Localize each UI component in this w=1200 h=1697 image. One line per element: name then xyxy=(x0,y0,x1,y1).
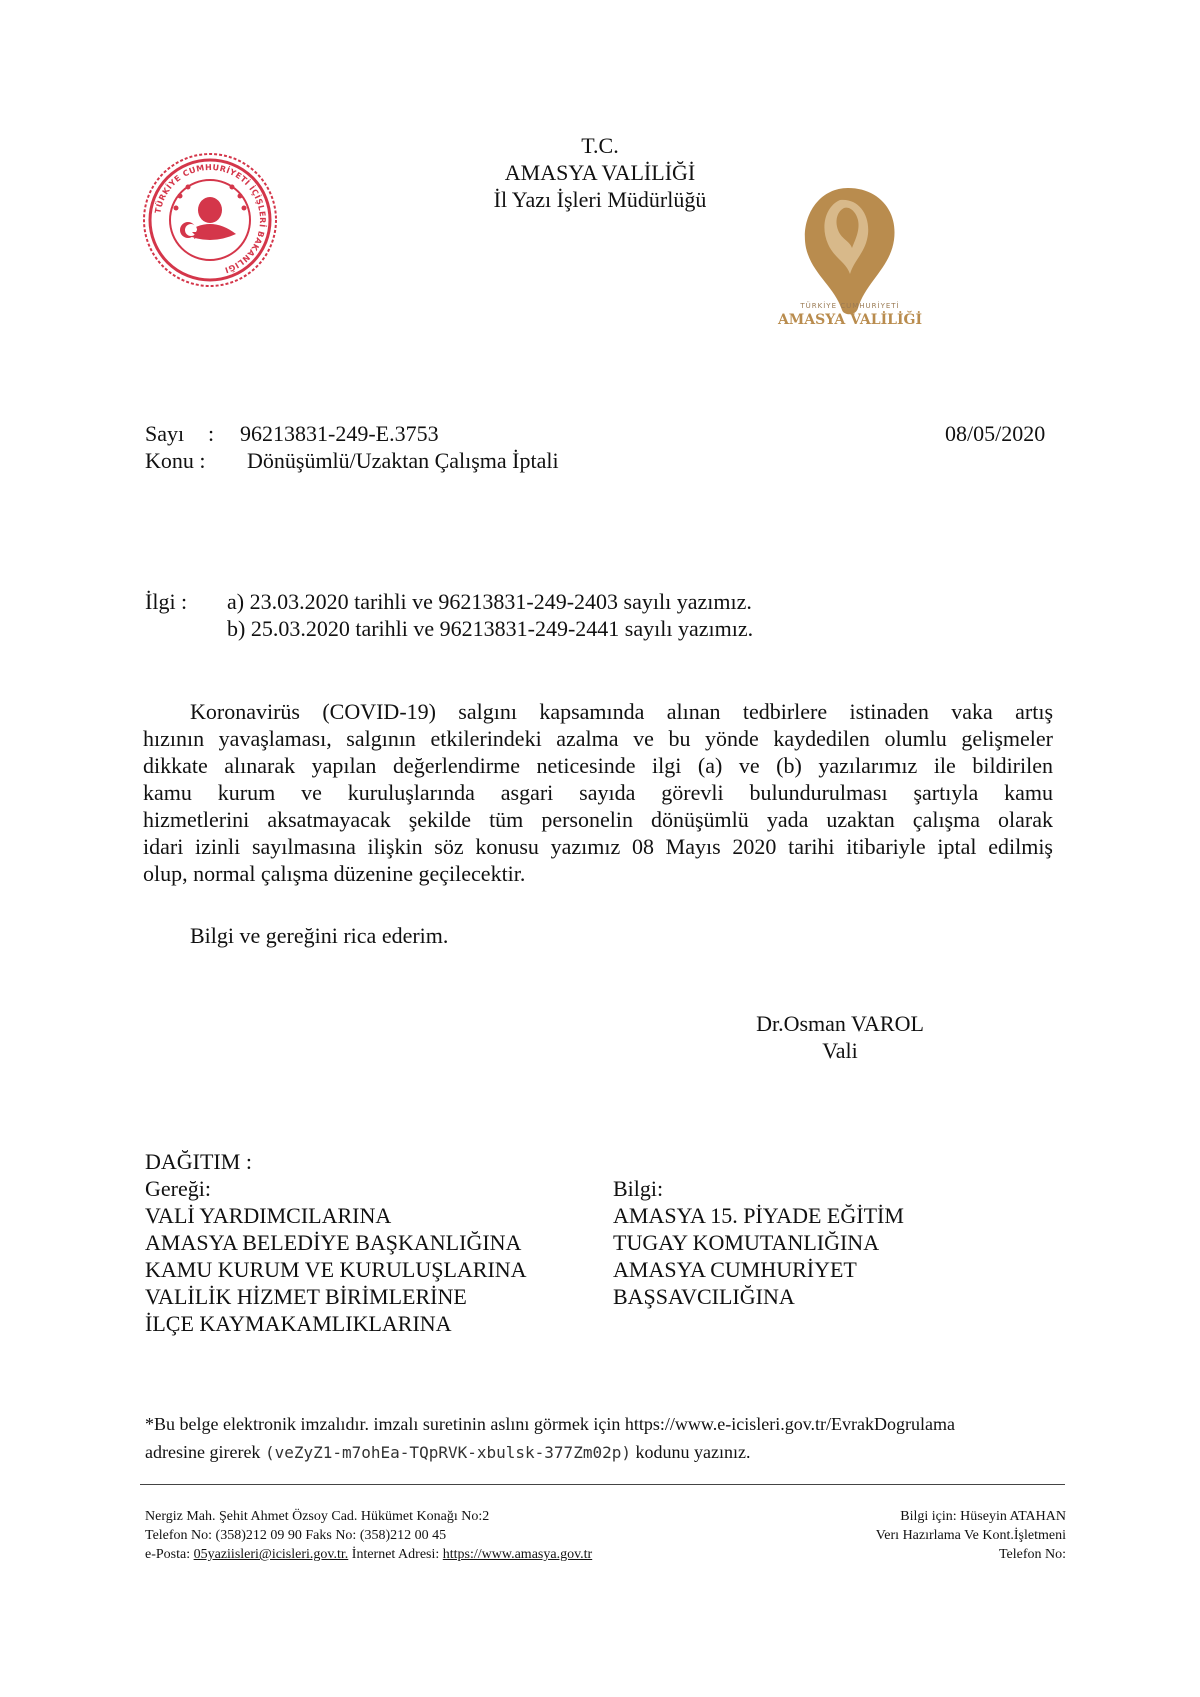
ilgi-label: İlgi : xyxy=(145,589,188,614)
footer-info-contact: Bilgi için: Hüseyin ATAHAN xyxy=(900,1509,1066,1524)
bilgi-item: TUGAY KOMUTANLIĞINA xyxy=(613,1230,880,1255)
logo-main-caption: AMASYA VALİLİĞİ xyxy=(777,312,923,328)
document-date: 08/05/2020 xyxy=(945,421,1046,446)
ilgi-a: a) 23.03.2020 tarihli ve 96213831-249-2403 sayılı yazımız. xyxy=(227,589,752,614)
geregi-label: Gereği: xyxy=(145,1176,211,1201)
body-line: Koronavirüs (COVID-19) salgını kapsamında alınan tedbirlere istinaden vaka artış xyxy=(190,699,1053,724)
body-paragraph xyxy=(143,698,1053,887)
body-line: olup, normal çalışma düzenine geçilecektir. xyxy=(143,861,526,886)
distribution-geregi xyxy=(145,1175,527,1337)
geregi-item: İLÇE KAYMAKAMLIKLARINA xyxy=(145,1311,452,1336)
email-link[interactable]: 05yaziisleri@icisleri.gov.tr. xyxy=(193,1547,349,1562)
header-department: İl Yazı İşleri Müdürlüğü xyxy=(493,187,707,212)
esign-note-line2 xyxy=(145,1440,750,1465)
footer-phone: Telefon No: (358)212 09 90 Faks No: (358)212 00 45 xyxy=(145,1528,447,1543)
footer-info-phone: Telefon No: xyxy=(998,1547,1066,1562)
distribution-bilgi xyxy=(613,1175,904,1310)
header-tc: T.C. xyxy=(581,133,619,158)
signatory-title: Vali xyxy=(822,1038,858,1063)
closing-sentence: Bilgi ve gereğini rica ederim. xyxy=(190,923,449,948)
distribution-heading: DAĞITIM : xyxy=(145,1149,252,1174)
geregi-item: AMASYA BELEDİYE BAŞKANLIĞINA xyxy=(145,1230,522,1255)
footer-contact-line xyxy=(145,1546,592,1564)
geregi-item: VALİ YARDIMCILARINA xyxy=(145,1203,392,1228)
geregi-item: VALİLİK HİZMET BİRİMLERİNE xyxy=(145,1284,467,1309)
body-line: idari izinli sayılmasına ilişkin söz konusu yazımız 08 Mayıs 2020 tarihi itibariyle iptal edilmiş xyxy=(143,834,1053,859)
amasya-governorship-logo xyxy=(770,178,930,338)
konu-value: Dönüşümlü/Uzaktan Çalışma İptali xyxy=(247,448,559,473)
ilgi-b: b) 25.03.2020 tarihli ve 96213831-249-2441 sayılı yazımız. xyxy=(227,616,754,641)
sayi-label: Sayı xyxy=(145,421,185,446)
website-link[interactable]: https://www.amasya.gov.tr xyxy=(442,1547,593,1562)
footer-divider xyxy=(140,1484,1065,1485)
bilgi-label: Bilgi: xyxy=(613,1176,664,1201)
interior-ministry-seal-logo xyxy=(140,150,280,290)
logo-small-caption: TÜRKİYE CUMHURİYETİ xyxy=(800,302,900,310)
body-line: hızının yavaşlaması, salgının etkilerindeki azalma ve bu yönde kaydedilen olumlu gelişmeler xyxy=(143,726,1053,751)
email-label: e-Posta: xyxy=(145,1547,191,1562)
body-line: hizmetlerini aksatmayacak şekilde tüm personelin dönüşümlü yada uzaktan çalışma olarak xyxy=(143,807,1053,832)
footer-info-role: Verı Hazırlama Ve Kont.İşletmeni xyxy=(875,1528,1066,1543)
web-label: İnternet Adresi: xyxy=(351,1547,440,1562)
bilgi-item: AMASYA CUMHURİYET xyxy=(613,1257,857,1282)
esign-note-line1: *Bu belge elektronik imzalıdır. imzalı suretinin aslını görmek için https://www.e-icisleri.gov.tr/EvrakDogrulama xyxy=(145,1414,955,1434)
sayi-colon: : xyxy=(208,421,215,446)
bilgi-item: AMASYA 15. PİYADE EĞİTİM xyxy=(613,1203,904,1228)
svg-text:TÜRKİYE CUMHURİYETİ İÇİŞLERİ B: TÜRKİYE CUMHURİYETİ İÇİŞLERİ BAKANLIĞI xyxy=(153,162,268,275)
konu-label: Konu : xyxy=(145,448,206,473)
verification-code: (veZyZ1-m7ohEa-TQpRVK-xbulsk-377Zm02p) xyxy=(264,1443,631,1462)
body-line: kamu kurum ve kuruluşlarında asgari sayıda görevli bulundurulması şartıyla kamu xyxy=(143,780,1053,805)
body-line: dikkate alınarak yapılan değerlendirme neticesinde ilgi (a) ve (b) yazılarımız ile bildirilen xyxy=(143,753,1053,778)
sayi-value: 96213831-249-E.3753 xyxy=(240,421,439,446)
footer-address: Nergiz Mah. Şehit Ahmet Özsoy Cad. Hükümet Konağı No:2 xyxy=(145,1509,490,1524)
esign-note-suffix: kodunu yazınız. xyxy=(635,1442,751,1462)
signatory-name: Dr.Osman VAROL xyxy=(756,1011,924,1036)
bilgi-item: BAŞSAVCILIĞINA xyxy=(613,1284,795,1309)
esign-note-prefix: adresine girerek xyxy=(145,1442,261,1462)
geregi-item: KAMU KURUM VE KURULUŞLARINA xyxy=(145,1257,527,1282)
header-institution: AMASYA VALİLİĞİ xyxy=(504,160,696,185)
